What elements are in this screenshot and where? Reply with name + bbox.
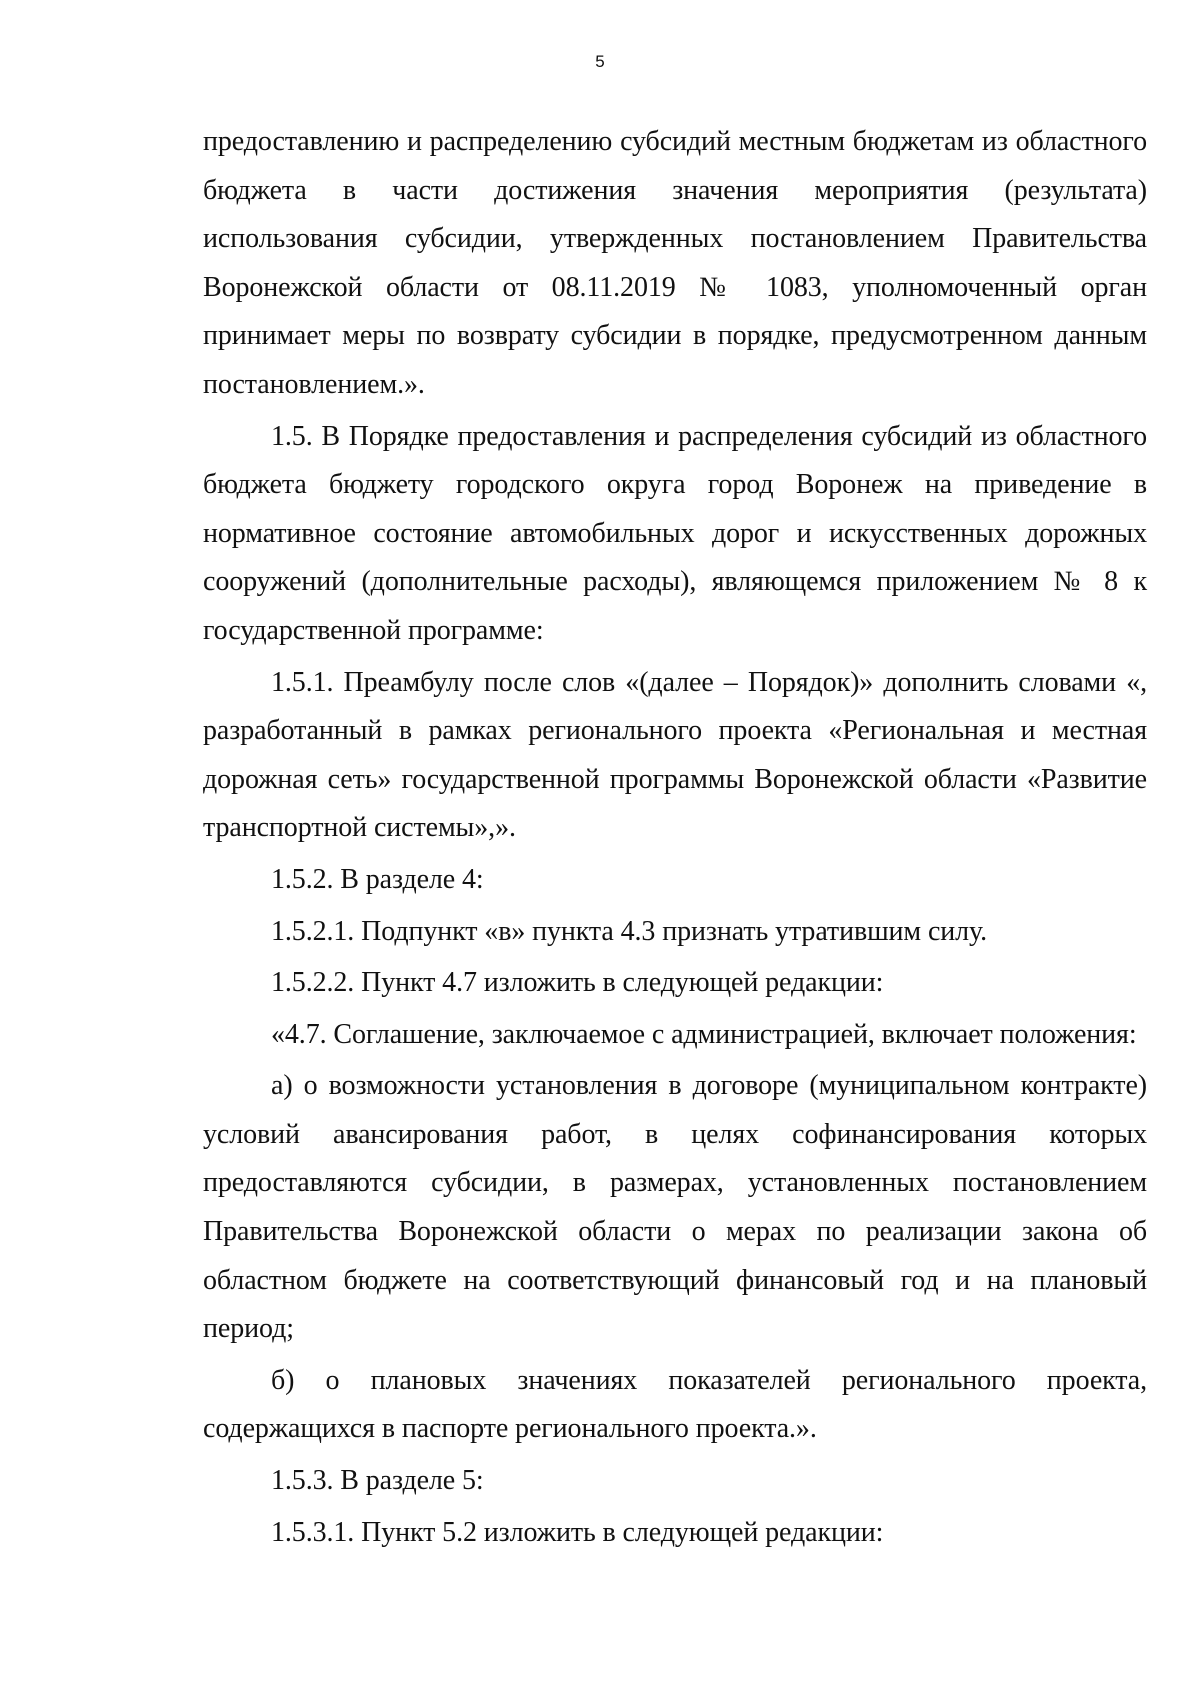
paragraph: 1.5. В Порядке предоставления и распределения субсидий из областного бюджета бюджету городского округа город Воронеж на приведение в нормативное состояние автомобильных дорог и искусственных дорожных сооружений (дополнительные расходы), являющемся приложением № 8 к государственной программе: xyxy=(203,420,1147,646)
paragraph: «4.7. Соглашение, заключаемое с администрацией, включает положения: xyxy=(271,1018,1137,1050)
paragraph: а) о возможности установления в договоре (муниципальном контракте) условий авансирования работ, в целях софинансирования которых предоставляются субсидии, в размерах, установленных постановлением Правительства Воронежской области о мерах по реализации закона об областном бюджете на соответствующий финансовый год и на плановый период; xyxy=(203,1070,1147,1345)
paragraph: 1.5.1. Преамбулу после слов «(далее – Порядок)» дополнить словами «, разработанный в рамках регионального проекта «Региональная и местная дорожная сеть» государственной программы Воронежской области «Развитие транспортной системы»,». xyxy=(203,666,1147,844)
document-body xyxy=(203,118,1147,1560)
page-number: 5 xyxy=(595,52,605,71)
paragraph: предоставлению и распределению субсидий местным бюджетам из областного бюджета в части достижения значения мероприятия (результата) использования субсидии, утвержденных постановлением Правительства Воронежской области от 08.11.2019 № 1083, уполномоченный орган принимает меры по возврату субсидии в порядке, предусмотренном данным постановлением.». xyxy=(203,126,1147,400)
paragraph: 1.5.2. В разделе 4: xyxy=(271,863,484,895)
paragraph: б) о плановых значениях показателей регионального проекта, содержащихся в паспорте регионального проекта.». xyxy=(203,1364,1147,1445)
paragraph: 1.5.3.1. Пункт 5.2 изложить в следующей редакции: xyxy=(271,1516,884,1548)
paragraph: 1.5.2.2. Пункт 4.7 изложить в следующей редакции: xyxy=(271,967,884,999)
paragraph: 1.5.3. В разделе 5: xyxy=(271,1465,484,1497)
paragraph: 1.5.2.1. Подпункт «в» пункта 4.3 признать утратившим силу. xyxy=(271,915,988,947)
